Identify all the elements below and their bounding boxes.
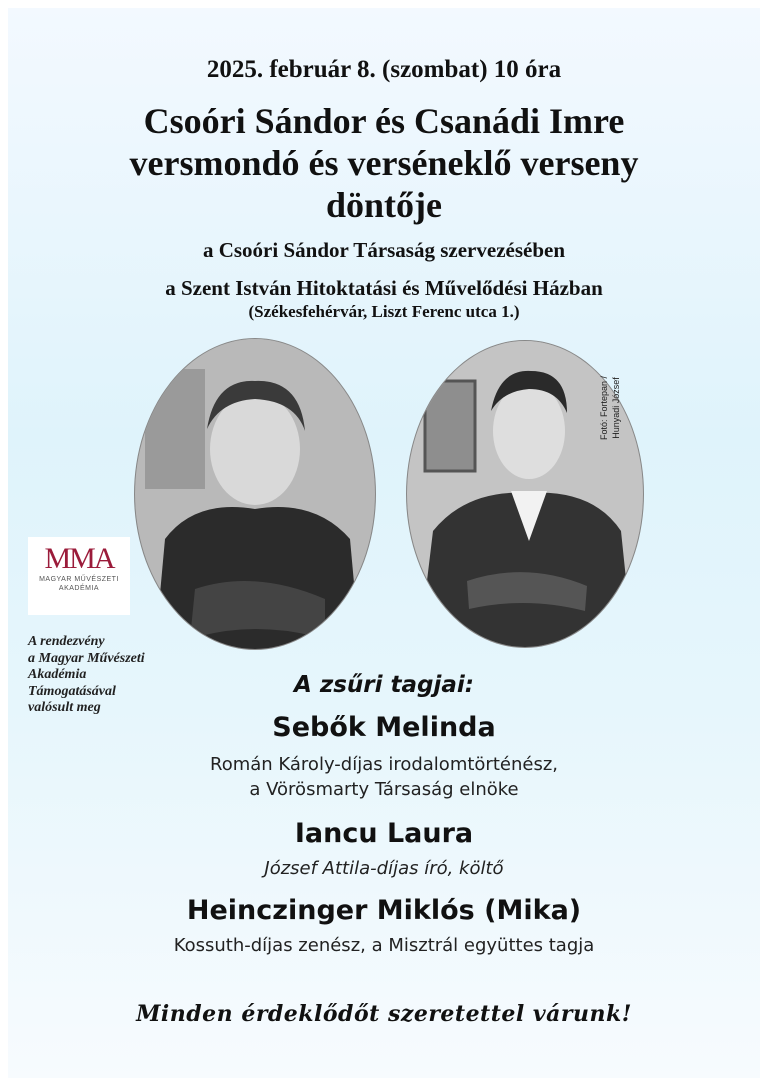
title-line: versmondó és verséneklő verseny [129,143,639,183]
photo-credit-line: Hunyadi József [611,377,621,439]
jury-heading: A zsűri tagjai: [294,672,474,698]
address: (Székesfehérvár, Liszt Ferenc utca 1.) [248,302,520,321]
event-date: 2025. február 8. (szombat) 10 óra [206,56,562,83]
jury-member-desc [0,933,768,958]
jury-member-desc-line: Kossuth-díjas zenész, a Misztrál együttes tagja [173,935,595,956]
sponsor-note-line: A rendezvény [28,634,105,649]
portrait-photo-left [134,338,376,650]
sponsor-note-line: valósult meg [28,700,101,715]
invitation-footer: Minden érdeklődőt szeretettel várunk! [136,1001,632,1027]
photo-credit [598,348,632,468]
mma-logo-caption: AKADÉMIA [58,585,100,592]
jury-member-name: Sebők Melinda [272,712,496,743]
portrait-left-figure [135,339,375,649]
sponsor-note-line: Akadémia [28,667,87,682]
jury-member-desc-line: Román Károly-díjas irodalomtörténész, [210,754,558,775]
sponsor-note-line: Támogatásával [28,683,116,699]
photo-credit-line: Fotó: Fortepan / [599,375,609,441]
mma-logo-mark: MMA [44,542,114,575]
mma-logo [28,537,130,615]
organizer: a Csoóri Sándor Társaság szervezésében [202,238,566,262]
jury-member-desc [0,752,768,802]
title-line: Csoóri Sándor és Csanádi Imre [143,101,625,141]
jury-member-desc [0,856,768,881]
sponsor-note-line: a Magyar Művészeti [28,650,145,666]
jury-member-desc-line: József Attila-díjas író, költő [264,858,504,879]
jury-member-name: Iancu Laura [294,818,474,849]
mma-logo-caption: MAGYAR MŰVÉSZETI [39,576,119,583]
jury-member-name: Heinczinger Miklós (Mika) [186,895,582,926]
event-title [0,100,768,226]
title-line: döntője [326,185,442,225]
venue: a Szent István Hitoktatási és Művelődési Házban [165,276,603,300]
jury-member-desc-line: a Vörösmarty Társaság elnöke [249,779,519,800]
